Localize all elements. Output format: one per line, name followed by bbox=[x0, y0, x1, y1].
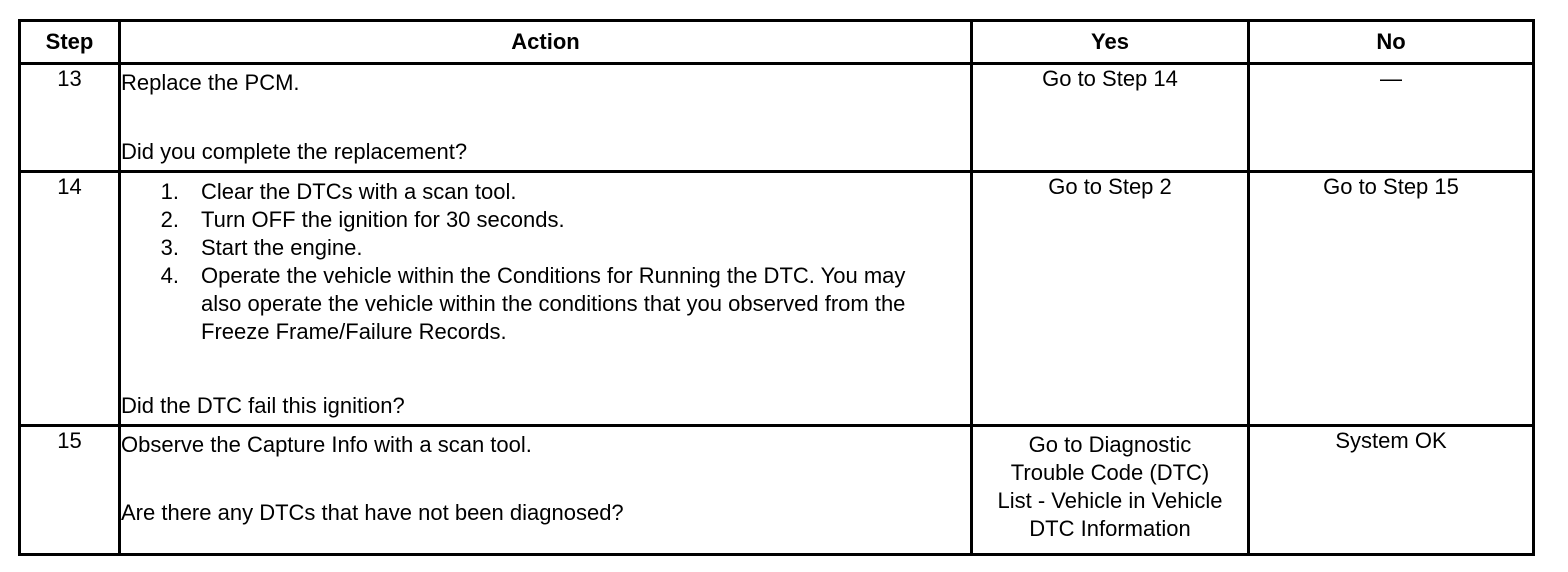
yes-line: Trouble Code (DTC) bbox=[1010, 460, 1210, 485]
substep-text: Start the engine. bbox=[201, 235, 363, 260]
action-question: Are there any DTCs that have not been diagnosed? bbox=[121, 500, 624, 525]
substep-text: Turn OFF the ignition for 30 seconds. bbox=[201, 207, 565, 232]
step-number: 13 bbox=[20, 64, 120, 172]
no-cell: — bbox=[1249, 64, 1534, 172]
substep-number: 4. bbox=[160, 263, 179, 288]
action-cell bbox=[120, 172, 972, 426]
substep-list bbox=[121, 178, 940, 346]
substep-number: 2. bbox=[160, 207, 179, 232]
yes-line: DTC Information bbox=[1029, 516, 1191, 541]
no-cell: System OK bbox=[1249, 426, 1534, 555]
table-header-row bbox=[20, 21, 1534, 64]
header-yes: Yes bbox=[972, 21, 1249, 64]
yes-cell bbox=[972, 426, 1249, 555]
yes-line: List - Vehicle in Vehicle bbox=[997, 488, 1223, 513]
step-number: 15 bbox=[20, 426, 120, 555]
step-number: 14 bbox=[20, 172, 120, 426]
table-row-step-13 bbox=[20, 64, 1534, 172]
action-cell bbox=[120, 426, 972, 555]
action-intro: Replace the PCM. bbox=[121, 70, 300, 95]
action-intro: Observe the Capture Info with a scan tool. bbox=[121, 432, 532, 457]
list-item bbox=[121, 206, 940, 234]
list-item bbox=[121, 234, 940, 262]
substep-number: 1. bbox=[160, 179, 179, 204]
substep-text: Operate the vehicle within the Conditions for Running the DTC. You may also operate the vehicle within the conditions that you observed from the Freeze Frame/Failure Records. bbox=[201, 263, 906, 344]
substep-number: 3. bbox=[160, 235, 179, 260]
header-action: Action bbox=[120, 21, 972, 64]
yes-cell: Go to Step 2 bbox=[972, 172, 1249, 426]
substep-text: Clear the DTCs with a scan tool. bbox=[201, 179, 517, 204]
table-row-step-14 bbox=[20, 172, 1534, 426]
yes-line: Go to Diagnostic bbox=[1028, 432, 1192, 457]
table-row-step-15 bbox=[20, 426, 1534, 555]
action-cell bbox=[120, 64, 972, 172]
list-item bbox=[121, 178, 940, 206]
action-question: Did you complete the replacement? bbox=[121, 139, 468, 164]
action-question: Did the DTC fail this ignition? bbox=[121, 393, 405, 418]
list-item bbox=[121, 262, 940, 346]
yes-cell: Go to Step 14 bbox=[972, 64, 1249, 172]
header-no: No bbox=[1249, 21, 1534, 64]
header-step: Step bbox=[20, 21, 120, 64]
no-cell: Go to Step 15 bbox=[1249, 172, 1534, 426]
diagnostic-steps-table bbox=[18, 19, 1535, 556]
